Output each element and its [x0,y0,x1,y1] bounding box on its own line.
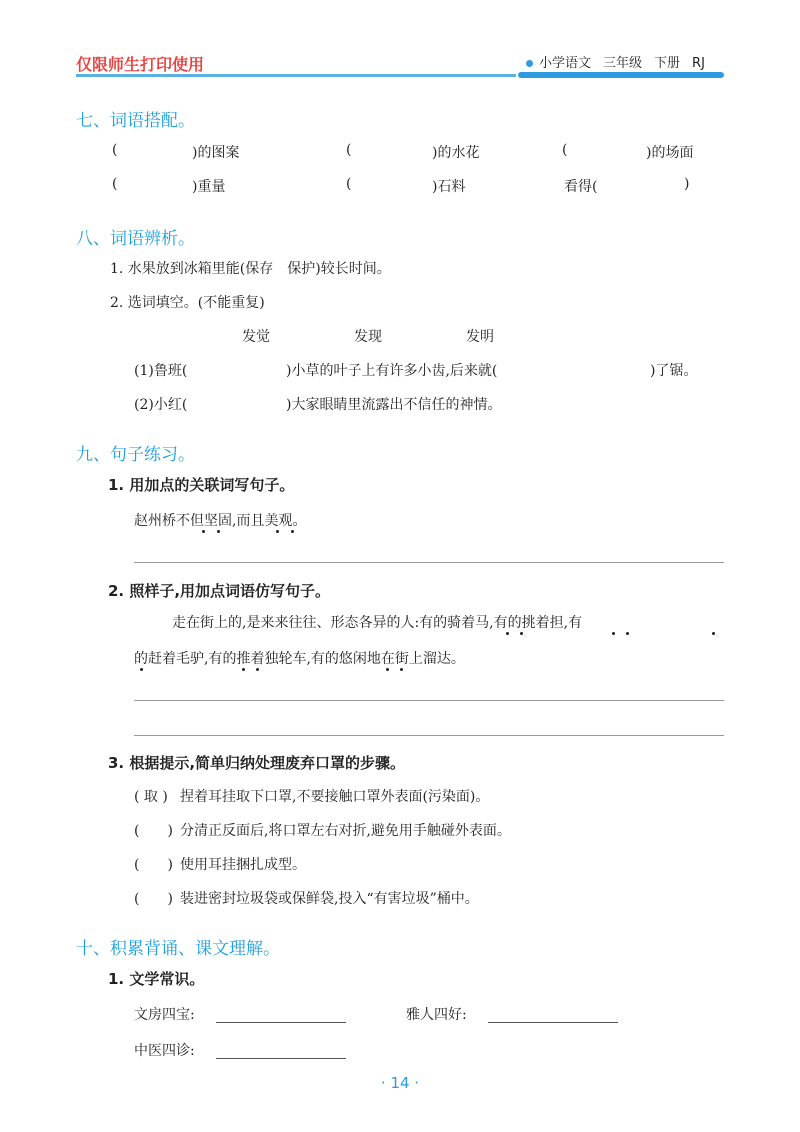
s9-q2-line-1: 走在街上的,是来来往往、形态各异的人:有的骑着马,有的挑着担,有 [172,615,583,631]
answer-line[interactable] [134,562,724,563]
print-notice: 仅限师生打印使用 [76,55,205,74]
header-rule-right [518,72,724,78]
s9-q1-example: 赵州桥不但坚固,而且美观。 [134,513,307,529]
s8-answer-1b: )小草的叶子上有许多小齿,后来就( [286,363,498,379]
step-2-text: 分清正反面后,将口罩左右对折,避免用手触碰外表面。 [180,823,511,839]
s7-r1-word-3: )的场面 [646,145,694,161]
bullet-dot-icon [526,60,533,67]
step-1-bracket: ( 取 ) [134,789,168,805]
header-rule-left [76,74,516,77]
answer-line[interactable] [134,735,724,736]
s10-item-1-label: 文房四宝: [134,1007,195,1023]
step-1-text: 捏着耳挂取下口罩,不要接触口罩外表面(污染面)。 [180,789,490,805]
section-7-title: 七、词语搭配。 [76,111,195,131]
s9-q2-line-2: 的赶着毛驴,有的推着独轮车,有的悠闲地在街上溜达。 [134,651,465,667]
s7-r1-word-2: )的水花 [432,145,480,161]
emphasis-dot [612,632,615,635]
s7-r1-word-1: )的图案 [192,145,240,161]
header-grade: 三年级 [603,56,643,71]
section-8-title: 八、词语辨析。 [76,229,195,249]
s8-word-1: 发觉 [242,329,270,345]
emphasis-dot [386,668,389,671]
s7-r2-close-3: ) [684,176,690,192]
emphasis-dot [400,668,403,671]
s8-answer-1c: )了锯。 [650,363,698,379]
step-4-bracket[interactable]: ( ) [134,891,173,907]
s7-r2-open-1: ( [112,176,118,192]
emphasis-dot [506,632,509,635]
s8-question-1: 1. 水果放到冰箱里能(保存 保护)较长时间。 [110,261,391,277]
step-3-bracket[interactable]: ( ) [134,857,173,873]
s9-question-3: 3. 根据提示,简单归纳处理废弃口罩的步骤。 [108,754,406,772]
header-subject: 小学语文 [539,56,592,71]
step-4-text: 装进密封垃圾袋或保鲜袋,投入“有害垃圾”桶中。 [180,891,479,907]
step-2-bracket[interactable]: ( ) [134,823,173,839]
s7-r2-word-2: )石料 [432,179,466,195]
s7-r2-word-3: 看得( [564,179,598,195]
emphasis-dot [256,668,259,671]
section-10-title: 十、积累背诵、课文理解。 [76,939,280,959]
emphasis-dot [217,530,220,533]
answer-line[interactable] [134,700,724,701]
s8-question-2: 2. 选词填空。(不能重复) [110,295,265,311]
s10-item-2-label: 雅人四好: [406,1007,467,1023]
section-9-title: 九、句子练习。 [76,445,195,465]
s7-r1-open-3: ( [562,142,568,158]
s8-answer-2b: )大家眼睛里流露出不信任的神情。 [286,397,502,413]
s9-question-1: 1. 用加点的关联词写句子。 [108,476,295,494]
s7-r2-open-2: ( [346,176,352,192]
emphasis-dot [276,530,279,533]
s10-item-1-blank[interactable] [216,1022,346,1023]
s9-question-2: 2. 照样子,用加点词语仿写句子。 [108,582,331,600]
step-3-text: 使用耳挂捆扎成型。 [180,857,306,873]
s8-answer-2a: (2)小红( [134,397,188,413]
s8-word-2: 发现 [354,329,382,345]
emphasis-dot [626,632,629,635]
s10-item-3-label: 中医四诊: [134,1043,195,1059]
s8-word-3: 发明 [466,329,494,345]
emphasis-dot [712,632,715,635]
emphasis-dot [520,632,523,635]
s8-answer-1a: (1)鲁班( [134,363,188,379]
s10-item-3-blank[interactable] [216,1058,346,1059]
s7-r1-open-2: ( [346,142,352,158]
s7-r1-open-1: ( [112,142,118,158]
s10-question-1: 1. 文学常识。 [108,970,205,988]
s7-r2-word-1: )重量 [192,179,226,195]
header-edition: RJ [692,56,705,71]
emphasis-dot [140,668,143,671]
header-course-info [526,52,705,71]
emphasis-dot [242,668,245,671]
emphasis-dot [202,530,205,533]
s10-item-2-blank[interactable] [488,1022,618,1023]
emphasis-dot [291,530,294,533]
header-volume: 下册 [654,56,681,71]
page-number: · 14 · [380,1074,420,1092]
